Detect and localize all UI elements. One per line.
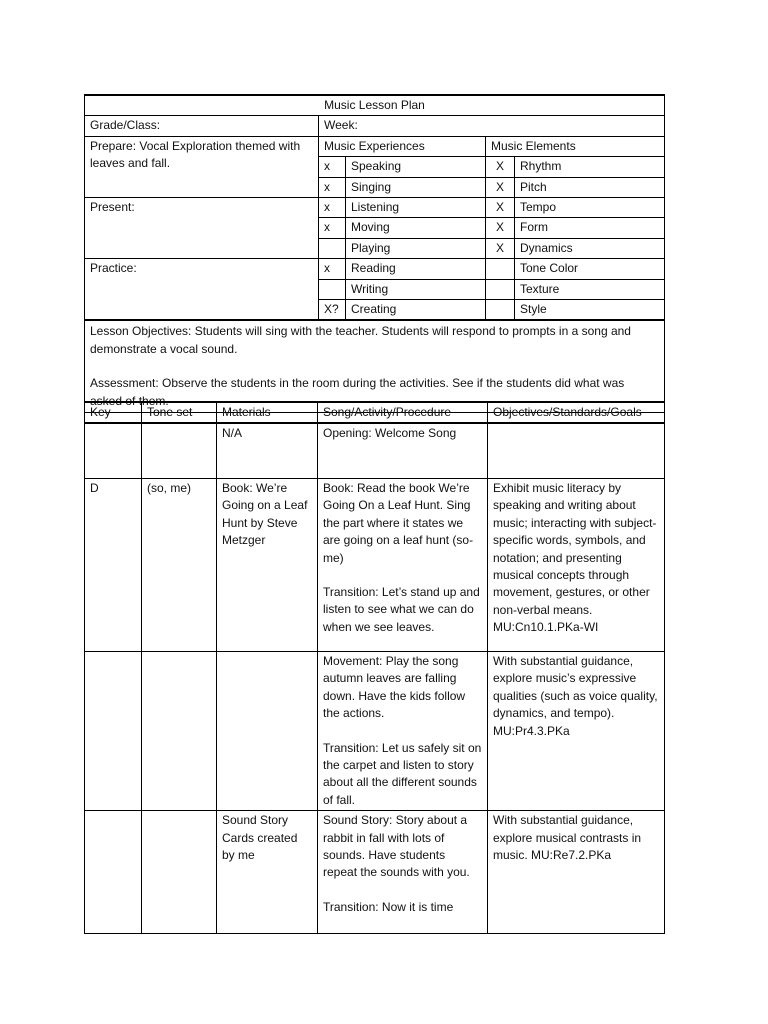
experience-mark: x [319, 177, 346, 197]
element-label: Tone Color [515, 259, 665, 279]
element-mark: X [486, 177, 515, 197]
experience-mark: x [319, 198, 346, 218]
activity-cell [318, 811, 488, 934]
element-mark [486, 259, 515, 279]
objectives-cell: Exhibit music literacy by speaking and writing about music; interacting with subject-specific words, symbols, and notation; and presenting musical concepts through movement, gestures, or other non-verbal means. MU:Cn10.1.PKa-WI [488, 478, 665, 651]
element-mark [486, 300, 515, 321]
experience-mark: x [319, 259, 346, 279]
experience-label: Writing [346, 279, 486, 299]
table-row [85, 478, 665, 651]
lesson-objectives: Lesson Objectives: Students will sing with the teacher. Students will respond to prompts in a song and demonstrate a vocal sound. [90, 324, 631, 356]
music-experiences-header: Music Experiences [319, 136, 486, 156]
activity-cell [318, 423, 488, 478]
activity-cell [318, 651, 488, 810]
table-row [85, 423, 665, 478]
table-row [85, 651, 665, 810]
lesson-plan-header-table [84, 94, 665, 413]
transition-text: Transition: Let us safely sit on the carpet and listen to story about all the different sounds of fall. [323, 740, 482, 807]
table-row [85, 811, 665, 934]
materials-cell [217, 651, 318, 810]
element-mark [486, 279, 515, 299]
experience-mark: x [319, 157, 346, 177]
key-cell [85, 651, 142, 810]
week-label: Week: [319, 116, 665, 136]
element-mark: X [486, 157, 515, 177]
tone-set-cell [142, 811, 217, 934]
transition-text: Transition: Let’s stand up and listen to see what we can do when we see leaves. [323, 584, 480, 634]
activity-text: Opening: Welcome Song [323, 426, 457, 441]
present-cell: Present: [85, 198, 319, 259]
transition-text: Transition: Now it is time [323, 899, 454, 914]
objectives-cell: With substantial guidance, explore musical contrasts in music. MU:Re7.2.PKa [488, 811, 665, 934]
tone-set-cell [142, 651, 217, 810]
tone-set-cell [142, 423, 217, 478]
procedure-table [84, 401, 665, 934]
activity-text: Sound Story: Story about a rabbit in fall with lots of sounds. Have students repeat the sounds with you. [323, 813, 470, 880]
experience-label: Singing [346, 177, 486, 197]
experience-mark [319, 238, 346, 258]
key-cell [85, 423, 142, 478]
key-header: Key [85, 402, 142, 423]
objectives-assessment-cell [85, 320, 665, 412]
materials-header: Materials [217, 402, 318, 423]
element-label: Form [515, 218, 665, 238]
plan-row [85, 259, 665, 279]
tone-set-header: Tone set [142, 402, 217, 423]
objectives-header: Objectives/Standards/Goals [488, 402, 665, 423]
materials-cell: Book: We’re Going on a Leaf Hunt by Steve Metzger [217, 478, 318, 651]
element-label: Texture [515, 279, 665, 299]
element-mark: X [486, 218, 515, 238]
activity-header: Song/Activity/Procedure [318, 402, 488, 423]
element-mark: X [486, 198, 515, 218]
materials-cell: Sound Story Cards created by me [217, 811, 318, 934]
element-label: Rhythm [515, 157, 665, 177]
experience-label: Reading [346, 259, 486, 279]
activity-cell [318, 478, 488, 651]
experience-label: Moving [346, 218, 486, 238]
activity-text: Book: Read the book We’re Going On a Leaf Hunt. Sing the part where it states we are going on a leaf hunt (so-me) [323, 480, 474, 565]
experience-mark: X? [319, 300, 346, 321]
element-label: Dynamics [515, 238, 665, 258]
element-label: Style [515, 300, 665, 321]
key-cell [85, 811, 142, 934]
element-mark: X [486, 238, 515, 258]
experience-label: Speaking [346, 157, 486, 177]
activity-text: Movement: Play the song autumn leaves are falling down. Have the kids follow the actions. [323, 653, 466, 721]
experience-mark [319, 279, 346, 299]
page-title: Music Lesson Plan [85, 95, 665, 116]
assessment: Assessment: Observe the students in the room during the activities. See if the students did what was asked of them. [90, 376, 625, 408]
objectives-cell: With substantial guidance, explore music’s expressive qualities (such as voice quality, dynamics, and tempo). MU:Pr4.3.PKa [488, 651, 665, 810]
experience-label: Creating [346, 300, 486, 321]
tone-set-cell: (so, me) [142, 478, 217, 651]
experience-label: Listening [346, 198, 486, 218]
plan-row [85, 198, 665, 218]
experience-mark: x [319, 218, 346, 238]
materials-cell: N/A [217, 423, 318, 478]
experience-label: Playing [346, 238, 486, 258]
practice-cell: Practice: [85, 259, 319, 321]
element-label: Pitch [515, 177, 665, 197]
prepare-cell: Prepare: Vocal Exploration themed with leaves and fall. [85, 136, 319, 197]
grade-class-label: Grade/Class: [85, 116, 319, 136]
key-cell: D [85, 478, 142, 651]
music-elements-header: Music Elements [486, 136, 665, 156]
element-label: Tempo [515, 198, 665, 218]
objectives-cell [488, 423, 665, 478]
